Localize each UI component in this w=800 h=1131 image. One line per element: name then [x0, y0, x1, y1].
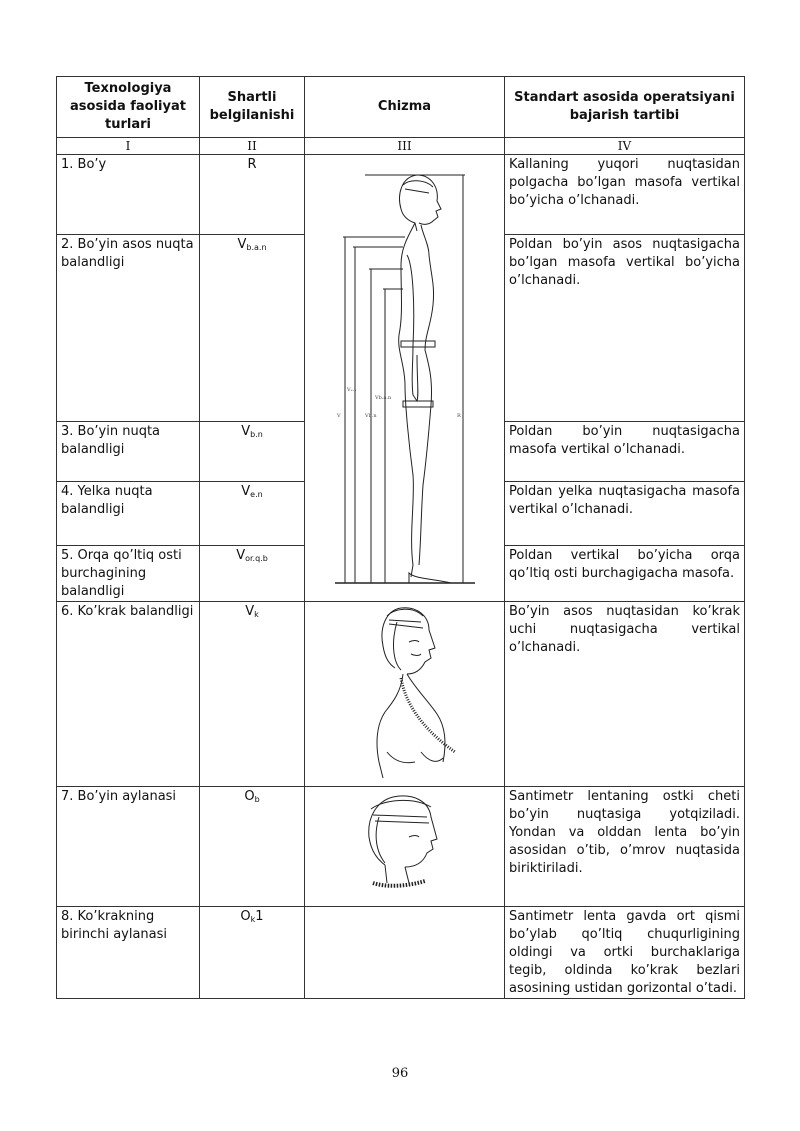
table-row	[57, 787, 745, 907]
activity-name: 1. Bo’y	[57, 155, 200, 235]
symbol-subscript: k	[250, 915, 256, 924]
symbol-cell	[200, 602, 305, 787]
symbol-suffix: 1	[255, 909, 264, 924]
procedure-text: Kallaning yuqori nuqtasidan polgacha bo’lgan masofa vertikal bo’yicha o’lchanadi.	[505, 155, 745, 235]
header-drawing: Chizma	[305, 77, 505, 138]
roman-row	[57, 138, 745, 155]
symbol-subscript: b	[254, 795, 260, 804]
label-V3: Vb.a.n	[375, 395, 392, 401]
symbol-cell	[200, 422, 305, 482]
standing-figure-cell	[305, 155, 505, 602]
bust-measurement-drawing	[305, 602, 505, 786]
activity-name: 2. Bo’yin asos nuqta balandligi	[57, 235, 200, 422]
header-row	[57, 77, 745, 138]
activity-name: 5. Orqa qo’ltiq osti burchagining balandligi	[57, 546, 200, 602]
neck-figure-cell	[305, 787, 505, 907]
procedure-text: Santimetr lenta gavda ort qismi bo’ylab qo’ltiq chuqurligining oldingi va ortki burchaklariga tegib, oldinda ko’krak bezlari asosining ustidan gorizontal o’tadi.	[505, 907, 745, 999]
symbol-cell	[200, 482, 305, 546]
symbol-text: V	[245, 604, 255, 619]
symbol-cell	[200, 155, 305, 235]
symbol-text: V	[237, 237, 247, 252]
procedure-text: Poldan bo’yin asos nuqtasigacha bo’lgan masofa vertikal bo’yicha o’lchanadi.	[505, 235, 745, 422]
bust-figure-cell	[305, 602, 505, 787]
neck-measurement-drawing	[305, 787, 505, 906]
empty-figure-cell	[305, 907, 505, 999]
symbol-subscript: b.n	[250, 430, 263, 439]
table-row	[57, 907, 745, 999]
page-number: 96	[391, 1066, 409, 1081]
roman-4: IV	[505, 138, 745, 155]
symbol-subscript: b.a.n	[246, 243, 267, 252]
header-symbol: Shartli belgilanishi	[200, 77, 305, 138]
activity-name: 6. Ko’krak balandligi	[57, 602, 200, 787]
procedure-text: Bo’yin asos nuqtasidan ko’krak uchi nuqtasigacha vertikal o’lchanadi.	[505, 602, 745, 787]
label-V1: Vₑ.ₙ	[347, 387, 357, 393]
activity-name: 3. Bo’yin nuqta balandligi	[57, 422, 200, 482]
procedure-text: Santimetr lentaning ostki cheti bo’yin nuqtasiga yotqiziladi. Yondan va olddan lenta bo’yin asosidan o’tib, o’mrov nuqtasida biriktiriladi.	[505, 787, 745, 907]
measurements-table	[56, 76, 745, 999]
label-R: R	[457, 413, 461, 419]
symbol-cell	[200, 235, 305, 422]
roman-1: I	[57, 138, 200, 155]
label-V2: V	[337, 413, 341, 419]
symbol-text: O	[240, 909, 251, 924]
standing-figure-drawing	[305, 155, 505, 601]
procedure-text: Poldan bo’yin nuqtasigacha masofa vertikal o’lchanadi.	[505, 422, 745, 482]
symbol-text: O	[244, 789, 255, 804]
symbol-text: R	[247, 157, 257, 172]
roman-2: II	[200, 138, 305, 155]
symbol-cell	[200, 546, 305, 602]
symbol-subscript: or.q.b	[245, 554, 268, 563]
procedure-text: Poldan vertikal bo’yicha orqa qo’ltiq osti burchagigacha masofa.	[505, 546, 745, 602]
symbol-cell	[200, 907, 305, 999]
symbol-subscript: k	[254, 610, 259, 619]
symbol-text: V	[236, 548, 246, 563]
procedure-text: Poldan yelka nuqtasigacha masofa vertikal o’lchanadi.	[505, 482, 745, 546]
activity-name: 4. Yelka nuqta balandligi	[57, 482, 200, 546]
symbol-text: V	[241, 424, 251, 439]
symbol-subscript: e.n	[250, 490, 263, 499]
table-row	[57, 602, 745, 787]
table-row	[57, 155, 745, 235]
activity-name: 8. Ko’krakning birinchi aylanasi	[57, 907, 200, 999]
roman-3: III	[305, 138, 505, 155]
activity-name: 7. Bo’yin aylanasi	[57, 787, 200, 907]
symbol-text: V	[241, 484, 251, 499]
label-V4: Vb.n	[365, 413, 377, 419]
header-procedure: Standart asosida operatsiyani bajarish tartibi	[505, 77, 745, 138]
symbol-cell	[200, 787, 305, 907]
header-activity-types: Texnologiya asosida faoliyat turlari	[57, 77, 200, 138]
